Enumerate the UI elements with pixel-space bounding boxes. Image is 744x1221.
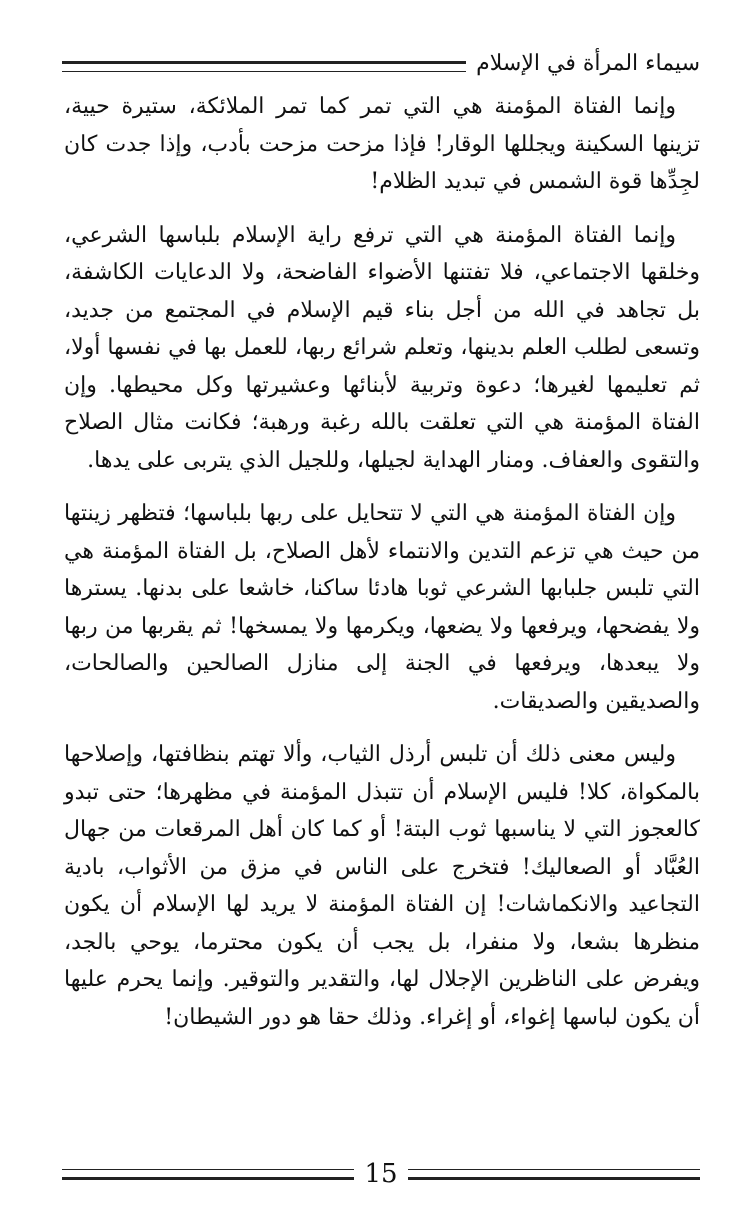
paragraph-2: وإنما الفتاة المؤمنة هي التي ترفع راية الإسلام بلباسها الشرعي، وخلقها الاجتماعي، فلا تفتنها الأضواء الفاضحة، ولا الدعايات الكاشفة، بل تجاهد في الله من أجل بناء قيم الإسلام في المجتمع من جديد، وتسعى لطلب العلم بدينها، وتعلم شرائع ربها، للعمل بها في نفسها أولا، ثم تعليمها لغيرها؛ دعوة وتربية لأبنائها وعشيرتها وكل محيطها. وإن الفتاة المؤمنة هي التي تعلقت بالله رغبة ورهبة؛ فكانت مثال الصلاح والتقوى والعفاف. ومنار الهداية لجيلها، وللجيل الذي يتربى على يدها. [63,222,700,473]
page-number: 15 [364,1159,398,1189]
body-text [64,88,700,1052]
footer-rule-right [408,1169,700,1180]
paragraph-1: وإنما الفتاة المؤمنة هي التي تمر كما تمر الملائكة، ستيرة حيية، تزينها السكينة ويجللها الوقار! فإذا مزحت مزحت بأدب، وإذا جدت كان لجِدِّها قوة الشمس في تبديد الظلام! [64,94,700,194]
paragraph-3: وإن الفتاة المؤمنة هي التي لا تتحايل على ربها بلباسها؛ فتظهر زينتها من حيث هي تزعم التدين والانتماء لأهل الصلاح، بل الفتاة المؤمنة هي التي تلبس جلبابها الشرعي ثوبا هادئا ساكنا، خاشعا على بدنها. يسترها ولا يفضحها، ويرفعها ولا يضعها، ويكرمها ولا يمسخها! ثم يقربها من ربها ولا يبعدها، ويرفعها في الجنة إلى منازل الصالحين والصالحات، والصديقين والصديقات. [64,501,700,714]
paragraph-4: وليس معنى ذلك أن تلبس أرذل الثياب، وألا تهتم بنظافتها، وإصلاحها بالمكواة، كلا! فليس الإسلام أن تتبذل المؤمنة في مظهرها؛ حتى تبدو كالعجوز التي لا يناسبها ثوب البتة! أو كما كان أهل المرقعات من جهال العُبَّاد أو الصعاليك! فتخرج على الناس في مزق من الأثواب، بادية التجاعيد والانكماشات! إن الفتاة المؤمنة لا يريد لها الإسلام أن يكون منظرها بشعا، ولا منفرا، بل يجب أن يكون محترما، يوحي بالجد، ويفرض على الناظرين الإجلال لها، والتقدير والتوقير. وإنما يحرم عليها أن يكون لباسها إغواء، أو إغراء. وذلك حقا هو دور الشيطان! [64,742,700,1030]
header-rule [62,61,466,72]
running-header [62,44,700,84]
page-footer [62,1154,700,1194]
running-header-title: سيماء المرأة في الإسلام [476,51,700,76]
footer-rule-left [62,1169,354,1180]
